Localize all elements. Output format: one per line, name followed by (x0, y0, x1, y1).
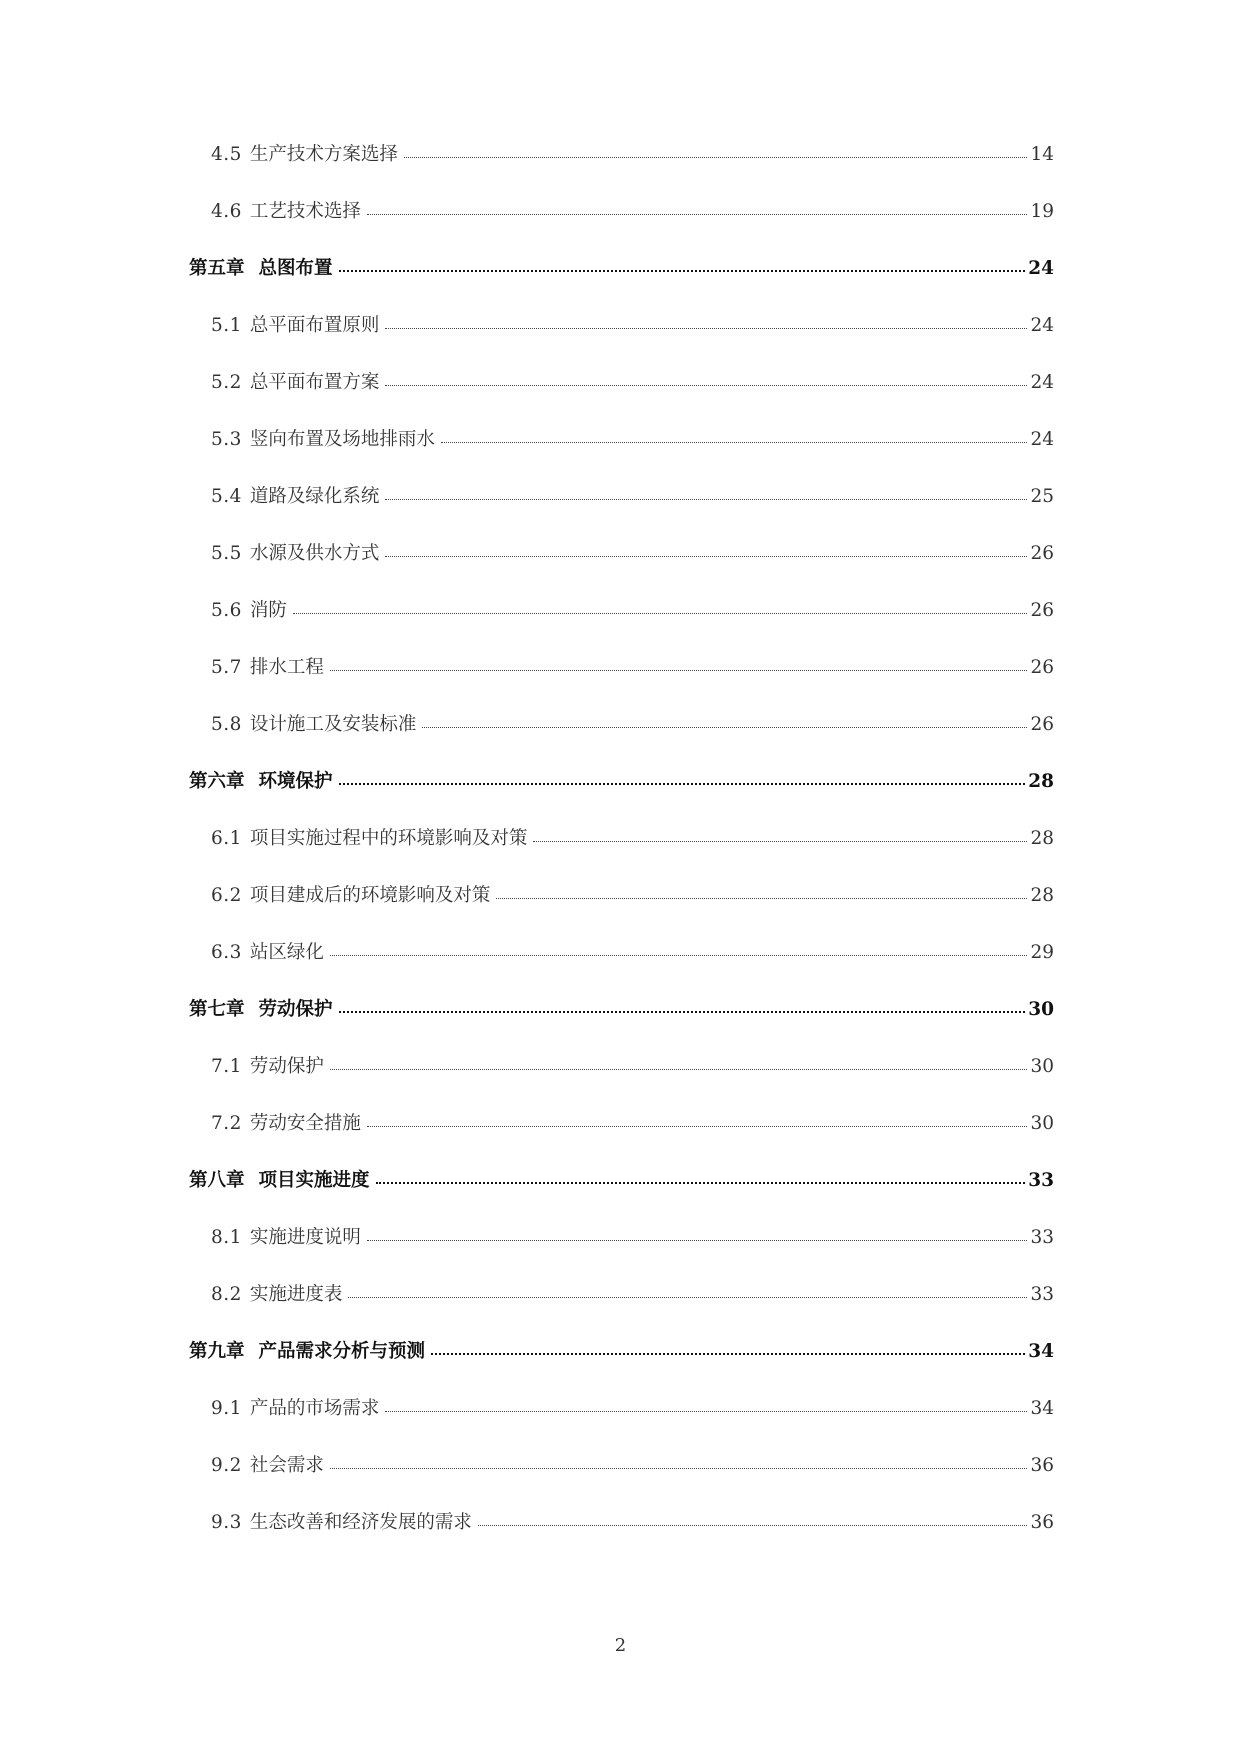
toc-dot-leader (293, 613, 1028, 614)
toc-entry-page: 28 (1028, 771, 1054, 792)
toc-dot-leader (367, 1126, 1028, 1127)
toc-entry-number: 8.2 (211, 1284, 242, 1305)
toc-entry-number: 7.2 (211, 1113, 242, 1134)
toc-entry-title: 实施进度表 (249, 1284, 343, 1305)
toc-entry-title: 生产技术方案选择 (249, 144, 398, 165)
toc-section-entry[interactable] (189, 1058, 1054, 1115)
toc-entry-number: 第六章 (189, 771, 245, 792)
toc-entry-page: 30 (1028, 999, 1054, 1020)
toc-entry-number: 5.6 (211, 600, 242, 621)
toc-entry-page: 33 (1030, 1227, 1054, 1248)
toc-entry-number: 7.1 (211, 1056, 242, 1077)
toc-entry-title: 总平面布置方案 (249, 372, 380, 393)
toc-entry-number: 9.2 (211, 1455, 242, 1476)
toc-entry-number: 第八章 (189, 1170, 245, 1191)
toc-entry-number: 9.1 (211, 1398, 242, 1419)
toc-section-entry[interactable] (189, 374, 1054, 431)
toc-chapter-entry[interactable] (189, 1343, 1054, 1400)
toc-dot-leader (367, 1240, 1028, 1241)
toc-entry-page: 14 (1030, 144, 1054, 165)
toc-dot-leader (385, 499, 1027, 500)
toc-section-entry[interactable] (189, 830, 1054, 887)
toc-entry-title: 社会需求 (249, 1455, 324, 1476)
toc-entry-number: 5.3 (211, 429, 242, 450)
toc-entry-title: 环境保护 (258, 771, 333, 792)
toc-entry-page: 24 (1028, 258, 1054, 279)
toc-dot-leader (422, 727, 1027, 728)
toc-section-entry[interactable] (189, 1115, 1054, 1172)
toc-entry-title: 水源及供水方式 (249, 543, 380, 564)
toc-entry-number: 第五章 (189, 258, 245, 279)
toc-entry-page: 26 (1030, 714, 1054, 735)
toc-entry-page: 33 (1028, 1170, 1054, 1191)
toc-entry-number: 5.2 (211, 372, 242, 393)
table-of-contents (189, 146, 1054, 1571)
toc-entry-page: 34 (1030, 1398, 1054, 1419)
toc-entry-title: 项目实施过程中的环境影响及对策 (249, 828, 528, 849)
toc-dot-leader (367, 214, 1028, 215)
toc-section-entry[interactable] (189, 146, 1054, 203)
toc-entry-number: 5.7 (211, 657, 242, 678)
toc-dot-leader (376, 1182, 1026, 1184)
toc-chapter-entry[interactable] (189, 260, 1054, 317)
toc-dot-leader (385, 328, 1027, 329)
toc-entry-page: 34 (1028, 1341, 1054, 1362)
toc-entry-title: 劳动保护 (249, 1056, 324, 1077)
toc-dot-leader (348, 1297, 1027, 1298)
toc-entry-title: 项目实施进度 (258, 1170, 370, 1191)
toc-entry-number: 第七章 (189, 999, 245, 1020)
toc-dot-leader (496, 898, 1027, 899)
toc-entry-page: 33 (1030, 1284, 1054, 1305)
toc-dot-leader (385, 385, 1027, 386)
toc-entry-number: 5.5 (211, 543, 242, 564)
toc-entry-title: 工艺技术选择 (249, 201, 361, 222)
toc-entry-page: 24 (1030, 372, 1054, 393)
toc-chapter-entry[interactable] (189, 1172, 1054, 1229)
toc-section-entry[interactable] (189, 317, 1054, 374)
toc-entry-page: 24 (1030, 315, 1054, 336)
toc-dot-leader (431, 1353, 1025, 1355)
toc-entry-page: 28 (1030, 885, 1054, 906)
toc-entry-page: 28 (1030, 828, 1054, 849)
toc-entry-title: 产品的市场需求 (249, 1398, 380, 1419)
toc-section-entry[interactable] (189, 431, 1054, 488)
toc-section-entry[interactable] (189, 488, 1054, 545)
toc-dot-leader (404, 157, 1028, 158)
toc-section-entry[interactable] (189, 545, 1054, 602)
toc-section-entry[interactable] (189, 1286, 1054, 1343)
toc-dot-leader (339, 783, 1026, 785)
toc-entry-title: 项目建成后的环境影响及对策 (249, 885, 491, 906)
toc-entry-number: 6.2 (211, 885, 242, 906)
toc-entry-number: 9.3 (211, 1512, 242, 1533)
toc-entry-title: 设计施工及安装标准 (249, 714, 417, 735)
toc-section-entry[interactable] (189, 203, 1054, 260)
toc-dot-leader (330, 670, 1028, 671)
page-number: 2 (614, 1635, 627, 1656)
toc-entry-title: 劳动保护 (258, 999, 333, 1020)
toc-entry-number: 4.6 (211, 201, 242, 222)
toc-dot-leader (339, 1011, 1026, 1013)
toc-entry-page: 29 (1030, 942, 1054, 963)
toc-chapter-entry[interactable] (189, 773, 1054, 830)
toc-dot-leader (441, 442, 1028, 443)
toc-dot-leader (330, 955, 1028, 956)
toc-entry-title: 站区绿化 (249, 942, 324, 963)
toc-entry-page: 24 (1030, 429, 1054, 450)
toc-entry-title: 消防 (249, 600, 287, 621)
toc-entry-number: 第九章 (189, 1341, 245, 1362)
toc-entry-page: 25 (1030, 486, 1054, 507)
toc-section-entry[interactable] (189, 1229, 1054, 1286)
toc-section-entry[interactable] (189, 1457, 1054, 1514)
toc-entry-number: 6.3 (211, 942, 242, 963)
toc-dot-leader (385, 556, 1027, 557)
toc-entry-number: 5.4 (211, 486, 242, 507)
toc-section-entry[interactable] (189, 1400, 1054, 1457)
toc-section-entry[interactable] (189, 887, 1054, 944)
toc-entry-number: 4.5 (211, 144, 242, 165)
toc-entry-title: 总平面布置原则 (249, 315, 380, 336)
toc-chapter-entry[interactable] (189, 1001, 1054, 1058)
toc-section-entry[interactable] (189, 944, 1054, 1001)
toc-section-entry[interactable] (189, 1514, 1054, 1571)
toc-section-entry[interactable] (189, 716, 1054, 773)
toc-dot-leader (478, 1525, 1028, 1526)
toc-dot-leader (385, 1411, 1027, 1412)
toc-entry-number: 5.8 (211, 714, 242, 735)
toc-entry-page: 36 (1030, 1455, 1054, 1476)
toc-dot-leader (330, 1468, 1028, 1469)
toc-entry-number: 8.1 (211, 1227, 242, 1248)
toc-entry-page: 19 (1030, 201, 1054, 222)
toc-dot-leader (330, 1069, 1028, 1070)
toc-entry-page: 30 (1030, 1056, 1054, 1077)
toc-section-entry[interactable] (189, 602, 1054, 659)
toc-entry-title: 总图布置 (258, 258, 333, 279)
toc-entry-page: 26 (1030, 657, 1054, 678)
toc-dot-leader (339, 270, 1026, 272)
toc-entry-page: 26 (1030, 600, 1054, 621)
toc-entry-title: 产品需求分析与预测 (258, 1341, 426, 1362)
toc-entry-page: 36 (1030, 1512, 1054, 1533)
toc-dot-leader (533, 841, 1027, 842)
toc-entry-title: 实施进度说明 (249, 1227, 361, 1248)
toc-section-entry[interactable] (189, 659, 1054, 716)
toc-entry-page: 30 (1030, 1113, 1054, 1134)
toc-entry-title: 道路及绿化系统 (249, 486, 380, 507)
toc-entry-title: 生态改善和经济发展的需求 (249, 1512, 472, 1533)
toc-entry-number: 6.1 (211, 828, 242, 849)
toc-entry-title: 排水工程 (249, 657, 324, 678)
toc-entry-title: 劳动安全措施 (249, 1113, 361, 1134)
toc-entry-number: 5.1 (211, 315, 242, 336)
toc-entry-title: 竖向布置及场地排雨水 (249, 429, 435, 450)
toc-entry-page: 26 (1030, 543, 1054, 564)
